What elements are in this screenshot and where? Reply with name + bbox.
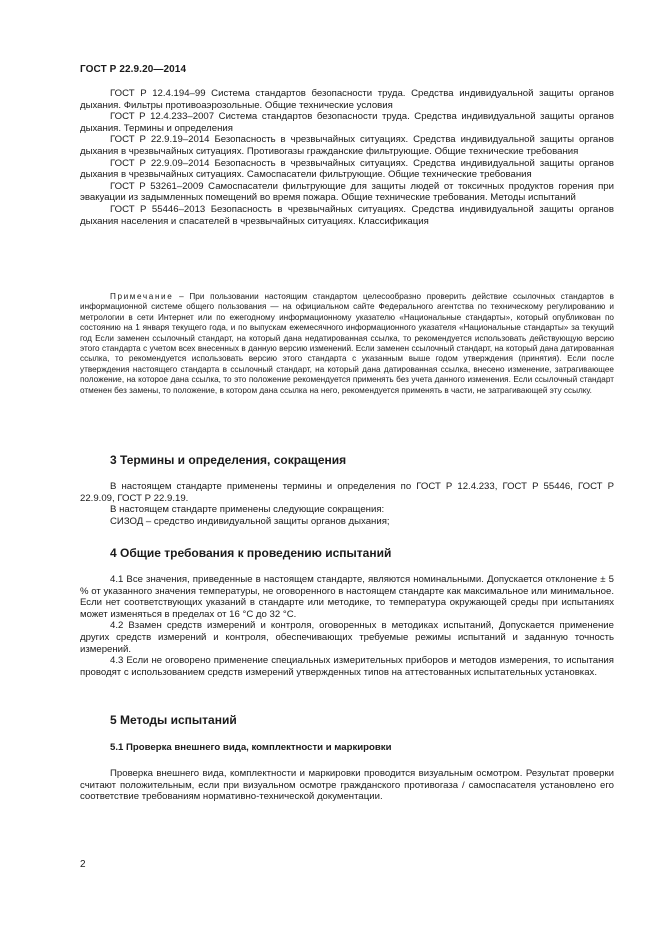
section-5-title: 5 Методы испытаний — [110, 713, 237, 727]
section-3-title: 3 Термины и определения, сокращения — [110, 453, 347, 467]
references-list — [80, 88, 614, 227]
reference-item: ГОСТ Р 12.4.233–2007 Система стандартов безопасности труда. Средства индивидуальной защиты органов дыхания. Термины и определения — [80, 111, 614, 134]
note-label: Примечание — [110, 292, 174, 301]
reference-item: ГОСТ Р 22.9.09–2014 Безопасность в чрезвычайных ситуациях. Средства индивидуальной защиты органов дыхания в чрезвычайных ситуациях. Самоспасатели фильтрующие. Общие технические требования — [80, 157, 614, 181]
paragraph: СИЗОД – средство индивидуальной защиты органов дыхания; — [110, 515, 390, 527]
note-block — [80, 292, 614, 396]
section-4-title: 4 Общие требования к проведению испытаний — [110, 546, 392, 560]
reference-item: ГОСТ Р 22.9.19–2014 Безопасность в чрезвычайных ситуациях. Средства индивидуальной защиты органов дыхания в чрезвычайных ситуациях. Противогазы гражданские фильтрующие. Общие технические требования — [80, 134, 614, 157]
paragraph: 4.2 Взамен средств измерений и контроля, оговоренных в методиках испытаний, Допускается применение других средств измерений и контроля, обеспечивающих требуемые режимы испытаний и заданную точность измерений. — [80, 620, 614, 655]
reference-item: ГОСТ Р 53261–2009 Самоспасатели фильтрующие для защиты людей от токсичных продуктов горения при эвакуации из задымленных помещений во время пожара. Общие технические требования. Методы испытаний — [80, 180, 614, 204]
reference-item: ГОСТ Р 12.4.194–99 Система стандартов безопасности труда. Средства индивидуальной защиты органов дыхания. Фильтры противоаэрозольные. Общие технические условия — [80, 88, 614, 111]
note-text: – При пользовании настоящим стандартом целесообразно проверить действие ссылочных стандартов в информационной системе общего пользования — на официальном сайте Федерального агентства по техническому регулированию и метрологии в сети Интернет или по ежегодному информационному указателю «Национальные стандарты», который опубликован по состоянию на 1 января текущего года, и по выпускам ежемесячного информационного указателя «Национальные стандарты» за текущий год Если заменен ссылочный стандарт, на который дана недатированная ссылка, то рекомендуется использовать действующую версию этого стандарта с учетом всех внесенных в данную версию изменений. Если заменен ссылочный стандарт, на который дана датированная ссылка, то рекомендуется использовать версию этого стандарта с указанным выше годом утверждения (принятия). Если после утверждения настоящего стандарта в ссылочный стандарт, на который дана датированная ссылка, внесено изменение, затрагивающее положение, на которое дана ссылка, то это положение рекомендуется применять без учета данного изменения. Если ссылочный стандарт отменен без замены, то положение, в котором дана ссылка на него, рекомендуется применять в части, не затрагивающей эту ссылку. — [80, 292, 614, 395]
document-header: ГОСТ Р 22.9.20—2014 — [80, 64, 187, 75]
reference-item: ГОСТ Р 55446–2013 Безопасность в чрезвычайных ситуациях. Средства индивидуальной защиты органов дыхания населения и спасателей в чрезвычайных ситуациях. Классификация — [80, 203, 614, 227]
paragraph: В настоящем стандарте применены следующие сокращения: — [110, 504, 385, 516]
section-5-body — [80, 768, 614, 803]
note-paragraph — [80, 292, 614, 396]
paragraph: Проверка внешнего вида, комплектности и маркировки проводится визуальным осмотром. Результат проверки считают положительным, если при визуальном осмотре гражданского противогаза / самоспасателя установлено его соответствие требованиям нормативно-технической документации. — [80, 768, 614, 803]
paragraph: 4.3 Если не оговорено применение специальных измерительных приборов и методов измерения, то испытания проводят с использованием средств измерений утвержденных типов на аттестованных испытательных установках. — [80, 655, 614, 678]
paragraph: В настоящем стандарте применены термины и определения по ГОСТ Р 12.4.233, ГОСТ Р 55446, ГОСТ Р 22.9.09, ГОСТ Р 22.9.19. — [80, 481, 614, 504]
section-4-body — [80, 574, 614, 678]
section-5-1-title: 5.1 Проверка внешнего вида, комплектности и маркировки — [110, 742, 392, 753]
paragraph: 4.1 Все значения, приведенные в настоящем стандарте, являются номинальными. Допускается отклонение ± 5 % от указанного значения температуры, не оговоренного в настоящем стандарте как максимальное или минимальное. Если нет соответствующих указаний в стандарте или методике, то температура окружающей среды при испытаниях может изменяться в пределах от 16 °С до 32 °С. — [80, 574, 614, 620]
page-number: 2 — [80, 859, 86, 870]
section-3-body — [80, 481, 614, 527]
